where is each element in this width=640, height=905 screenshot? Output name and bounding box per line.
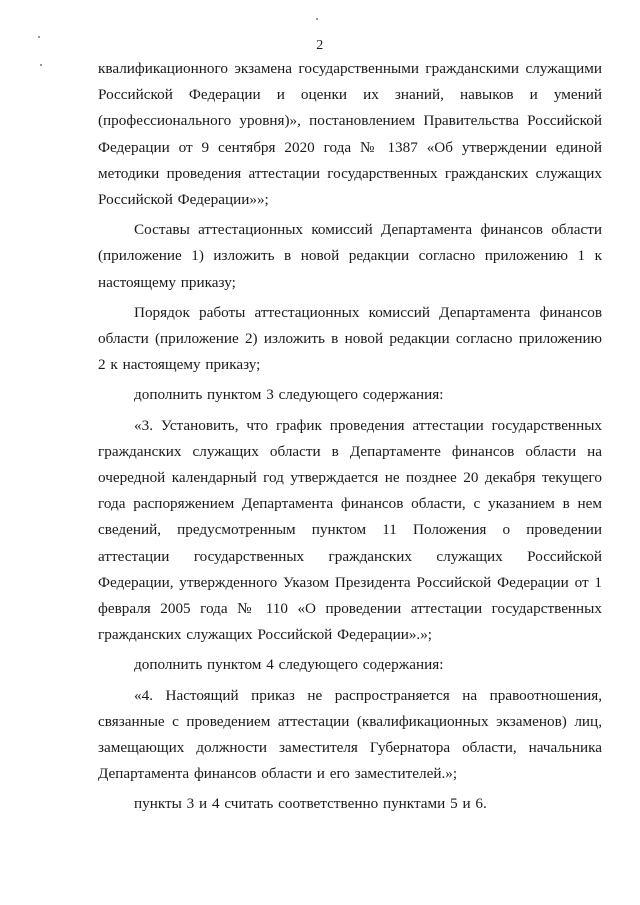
paragraph-item-4: «4. Настоящий приказ не распространяется на правоотношения, связанные с проведением аттестации (квалификационных экзаменов) лиц, замещающих должности заместителя Губернатора области, начальника Департамента финансов области и его заместителей.»; [98,686,602,783]
paragraph-item-3: «3. Установить, что график проведения аттестации государственных гражданских служащих области в Департаменте финансов области на очередной календарный год утверждается не позднее 20 декабря текущего года распоряжением Департамента финансов области, с указанием в нем сведений, предусмотренным пунктом 11 Положения о проведении аттестации государственных гражданских служащих Российской Федерации, утвержденного Указом Президента Российской Федерации от 1 февраля 2005 года № 110 «О проведении аттестации государственных гражданских служащих Российской Федерации».»; [98,416,602,644]
paragraph-continuation: квалификационного экзамена государственными гражданскими служащими Российской Федерации и оценки их знаний, навыков и умений (профессионального уровня)», постановлением Правительства Российской Федерации от 9 сентября 2020 года № 1387 «Об утверждении единой методики проведения аттестации государственных гражданских служащих Российской Федерации»»; [98,60,602,209]
document-body [98,56,602,822]
paragraph-add-item-4-intro: дополнить пунктом 4 следующего содержания: [134,656,444,674]
paragraph-add-item-3-intro: дополнить пунктом 3 следующего содержания: [134,386,444,404]
scan-speck [316,18,318,20]
scan-speck [40,64,42,66]
paragraph-commission-composition: Составы аттестационных комиссий Департамента финансов области (приложение 1) изложить в новой редакции согласно приложению 1 к настоящему приказу; [98,221,602,291]
paragraph-commission-procedure: Порядок работы аттестационных комиссий Департамента финансов области (приложение 2) изложить в новой редакции согласно приложению 2 к настоящему приказу; [98,303,602,374]
paragraph-renumbering: пункты 3 и 4 считать соответственно пунктами 5 и 6. [134,795,487,813]
page-number: 2 [316,38,324,53]
